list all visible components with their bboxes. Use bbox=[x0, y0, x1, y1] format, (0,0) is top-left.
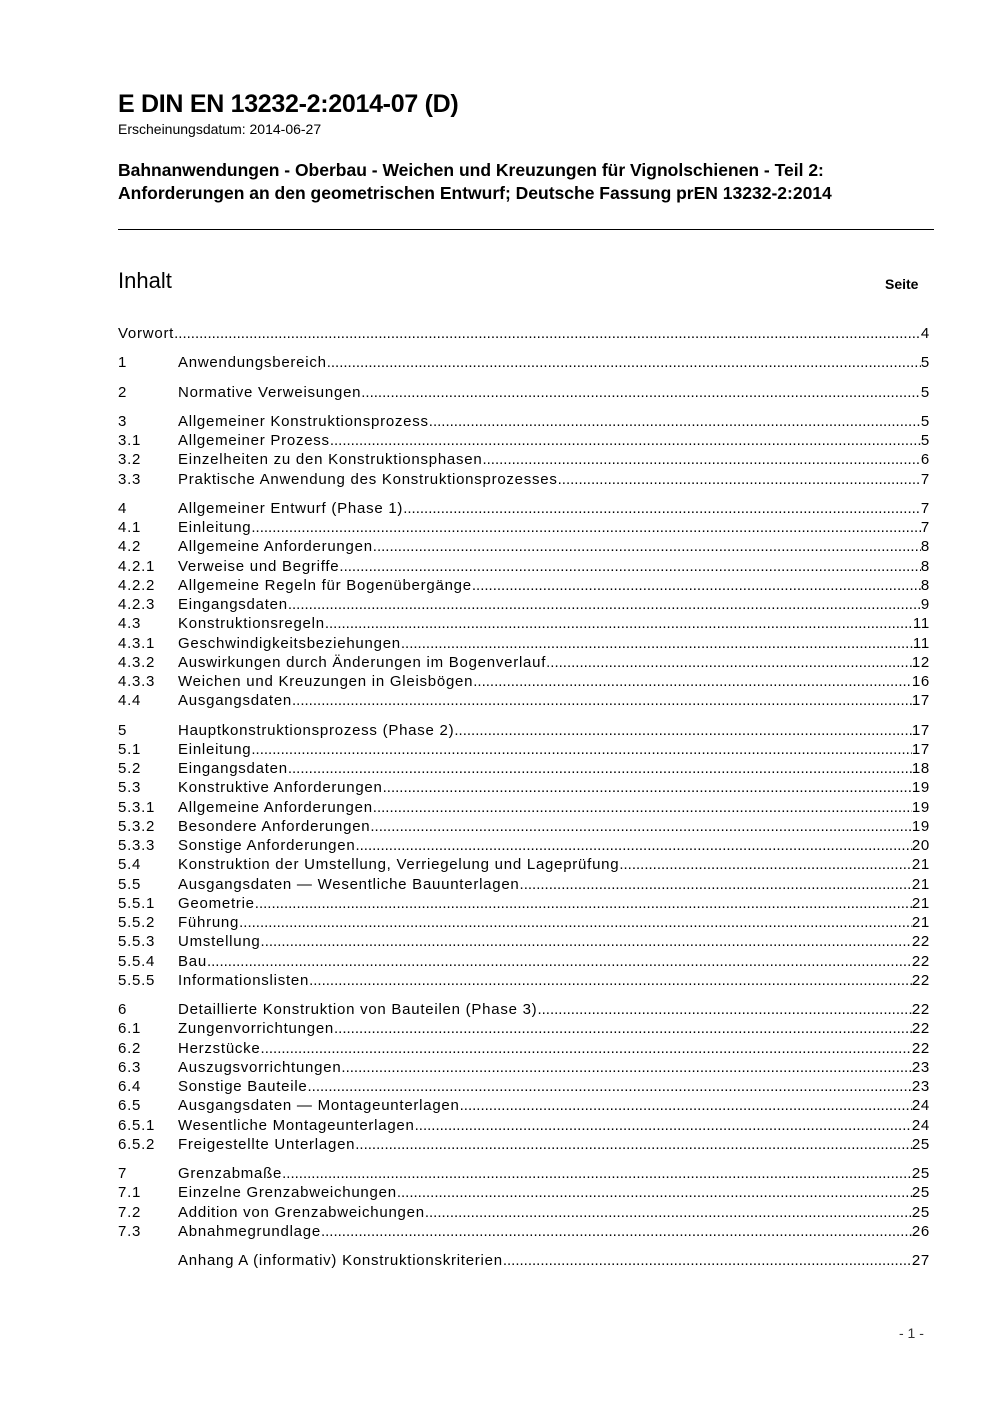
title-divider bbox=[118, 229, 934, 230]
toc-entry-page: 11 bbox=[912, 615, 930, 633]
toc-entry[interactable] bbox=[118, 672, 930, 691]
dot-leader bbox=[330, 431, 921, 450]
toc-entry-title: Ausgangsdaten — Wesentliche Bauunterlagen bbox=[178, 875, 520, 893]
toc-entry-title: Sonstige Bauteile bbox=[178, 1078, 308, 1095]
dot-leader bbox=[401, 634, 913, 653]
toc-group bbox=[118, 324, 930, 343]
dot-leader bbox=[503, 1251, 912, 1270]
toc-entry[interactable] bbox=[118, 1183, 930, 1202]
toc-entry-title: Geschwindigkeitsbeziehungen bbox=[178, 634, 401, 652]
toc-entry-page: 21 bbox=[911, 894, 930, 912]
document-title: Bahnanwendungen - Oberbau - Weichen und Kreuzungen für Vignolschienen - Teil 2: Anforderungen an den geometrischen Entwurf; Deutsche Fassung prEN 13232-2:2014 bbox=[118, 160, 832, 203]
toc-entry-page: 8 bbox=[920, 576, 930, 594]
document-id: E DIN EN 13232-2:2014-07 (D) bbox=[118, 90, 459, 118]
toc-group bbox=[118, 1000, 930, 1154]
toc-entry-number: 5.3.3 bbox=[118, 837, 156, 854]
toc-entry-number: 5.5.3 bbox=[118, 933, 156, 951]
toc-entry[interactable] bbox=[118, 412, 930, 431]
toc-entry-page: 11 bbox=[912, 634, 930, 652]
dot-leader bbox=[370, 817, 911, 836]
toc-entry-page: 19 bbox=[911, 798, 930, 816]
toc-entry-page: 9 bbox=[920, 596, 930, 613]
toc-entry[interactable] bbox=[118, 324, 930, 343]
toc-entry-number: 6.4 bbox=[118, 1078, 142, 1095]
toc-entry-page: 24 bbox=[911, 1097, 930, 1115]
toc-entry-page: 5 bbox=[920, 432, 930, 449]
toc-entry-title: Anhang A (informativ) Konstruktionskriterien bbox=[178, 1252, 503, 1269]
toc-entry-number: 5.5.2 bbox=[118, 914, 156, 931]
dot-leader bbox=[520, 875, 912, 894]
dot-leader bbox=[288, 595, 921, 614]
toc-entry[interactable] bbox=[118, 383, 930, 402]
dot-leader bbox=[325, 614, 913, 633]
toc-entry-page: 22 bbox=[911, 933, 930, 951]
toc-entry-title: Einleitung bbox=[178, 740, 252, 758]
dot-leader bbox=[373, 537, 921, 556]
dot-leader bbox=[558, 470, 921, 489]
dot-leader bbox=[327, 353, 921, 372]
toc-entry-page: 5 bbox=[920, 354, 930, 372]
toc-entry-number: 5.2 bbox=[118, 760, 142, 777]
page-column-label: Seite bbox=[885, 276, 919, 292]
toc-entry-title: Anwendungsbereich bbox=[178, 354, 327, 372]
toc-entry[interactable] bbox=[118, 499, 930, 518]
toc-entry-page: 19 bbox=[911, 817, 930, 835]
toc-entry-page: 24 bbox=[911, 1116, 930, 1134]
toc-entry[interactable] bbox=[118, 836, 930, 855]
dot-leader bbox=[309, 971, 912, 990]
toc-entry-title: Konstruktionsregeln bbox=[178, 615, 325, 633]
toc-entry-title: Besondere Anforderungen bbox=[178, 817, 371, 835]
toc-group bbox=[118, 412, 930, 489]
toc-entry[interactable] bbox=[118, 855, 930, 874]
toc-entry[interactable] bbox=[118, 721, 930, 740]
toc-entry[interactable] bbox=[118, 1077, 930, 1096]
dot-leader bbox=[174, 324, 921, 343]
toc-entry-number: 4.3.2 bbox=[118, 653, 156, 671]
dot-leader bbox=[397, 1183, 912, 1202]
toc-entry-title: Einzelne Grenzabweichungen bbox=[178, 1184, 397, 1202]
toc-entry-page: 4 bbox=[920, 325, 930, 342]
dot-leader bbox=[460, 1096, 912, 1115]
toc-entry-page: 7 bbox=[920, 519, 930, 536]
toc-group bbox=[118, 383, 930, 402]
toc-entry-number: 6.1 bbox=[118, 1020, 142, 1038]
toc-entry-title: Ausgangsdaten bbox=[178, 692, 293, 710]
toc-entry-page: 17 bbox=[911, 692, 930, 710]
toc-entry-number: 4.1 bbox=[118, 519, 142, 536]
toc-entry-number: 5.1 bbox=[118, 740, 142, 758]
dot-leader bbox=[415, 1116, 912, 1135]
toc-entry-page: 22 bbox=[911, 1039, 930, 1057]
toc-entry-page: 23 bbox=[911, 1058, 930, 1076]
toc-entry[interactable] bbox=[118, 1019, 930, 1038]
dot-leader bbox=[425, 1203, 912, 1222]
toc-entry-number: 5.5.5 bbox=[118, 971, 156, 989]
toc-entry-number: 7 bbox=[118, 1165, 128, 1182]
toc-entry-page: 21 bbox=[911, 856, 930, 874]
toc-entry[interactable] bbox=[118, 557, 930, 576]
toc-entry-number: 6.5.1 bbox=[118, 1116, 156, 1134]
toc-entry-page: 17 bbox=[911, 721, 930, 739]
toc-entry-page: 26 bbox=[911, 1222, 930, 1240]
toc-entry-title: Weichen und Kreuzungen in Gleisbögen bbox=[178, 673, 474, 690]
toc-entry-page: 23 bbox=[911, 1078, 930, 1095]
toc-entry-page: 22 bbox=[911, 952, 930, 970]
toc-entry[interactable] bbox=[118, 691, 930, 710]
toc-entry[interactable] bbox=[118, 1164, 930, 1183]
toc-entry-number: 7.3 bbox=[118, 1222, 142, 1240]
toc-entry[interactable] bbox=[118, 1251, 930, 1270]
toc-entry-title: Allgemeine Regeln für Bogenübergänge bbox=[178, 576, 472, 594]
toc-entry[interactable] bbox=[118, 817, 930, 836]
toc-entry-number: 5.5 bbox=[118, 875, 142, 893]
toc-entry-number: 5.3.2 bbox=[118, 817, 156, 835]
toc-entry-number: 6.3 bbox=[118, 1058, 142, 1076]
dot-leader bbox=[472, 576, 921, 595]
toc-entry-title: Geometrie bbox=[178, 894, 255, 912]
toc-entry-page: 7 bbox=[920, 499, 930, 517]
toc-entry-title: Addition von Grenzabweichungen bbox=[178, 1203, 425, 1221]
toc-entry-page: 22 bbox=[911, 1001, 930, 1018]
dot-leader bbox=[308, 1077, 912, 1096]
toc-entry[interactable] bbox=[118, 932, 930, 951]
toc-entry-number: 4.2 bbox=[118, 538, 142, 556]
toc-entry[interactable] bbox=[118, 431, 930, 450]
toc-entry-title: Zungenvorrichtungen bbox=[178, 1020, 335, 1038]
toc-entry-number: 3.1 bbox=[118, 432, 142, 449]
toc-entry-title: Detaillierte Konstruktion von Bauteilen (Phase 3) bbox=[178, 1001, 538, 1018]
toc-entry[interactable] bbox=[118, 1058, 930, 1077]
toc-entry-title: Allgemeine Anforderungen bbox=[178, 538, 373, 556]
toc-entry-number: 6.5 bbox=[118, 1097, 142, 1115]
toc-entry-title: Einzelheiten zu den Konstruktionsphasen bbox=[178, 451, 483, 469]
toc-entry-number: 4 bbox=[118, 499, 128, 517]
dot-leader bbox=[619, 855, 911, 874]
toc-entry-page: 25 bbox=[911, 1184, 930, 1202]
toc-entry-title: Allgemeiner Entwurf (Phase 1) bbox=[178, 499, 404, 517]
toc-entry-page: 22 bbox=[911, 971, 930, 989]
dot-leader bbox=[251, 518, 921, 537]
toc-entry[interactable] bbox=[118, 1203, 930, 1222]
toc-entry-title: Umstellung bbox=[178, 933, 261, 951]
toc-entry-title: Konstruktion der Umstellung, Verriegelung und Lageprüfung bbox=[178, 856, 620, 874]
toc-entry-number: 4.3.1 bbox=[118, 634, 156, 652]
toc-entry-title: Freigestellte Unterlagen bbox=[178, 1135, 356, 1153]
toc-entry-number: 3 bbox=[118, 412, 128, 430]
toc-entry-number bbox=[118, 1251, 178, 1270]
dot-leader bbox=[355, 836, 911, 855]
toc-entry[interactable] bbox=[118, 450, 930, 469]
toc-entry-page: 5 bbox=[920, 412, 930, 430]
dot-leader bbox=[454, 721, 911, 740]
toc-group bbox=[118, 1251, 930, 1270]
toc-entry-page: 8 bbox=[920, 538, 930, 556]
toc-entry-title: Auszugsvorrichtungen bbox=[178, 1058, 342, 1076]
toc-group bbox=[118, 721, 930, 991]
toc-entry-title: Auswirkungen durch Änderungen im Bogenverlauf bbox=[178, 653, 547, 671]
toc-group bbox=[118, 499, 930, 711]
toc-entry-title: Praktische Anwendung des Konstruktionsprozesses bbox=[178, 470, 558, 488]
toc-entry[interactable] bbox=[118, 1000, 930, 1019]
toc-entry[interactable] bbox=[118, 470, 930, 489]
toc-entry-number: 5.3 bbox=[118, 779, 142, 797]
table-of-contents bbox=[118, 324, 930, 1280]
toc-entry-number: 7.1 bbox=[118, 1184, 142, 1202]
toc-entry[interactable] bbox=[118, 952, 930, 971]
toc-entry-title: Herzstücke bbox=[178, 1039, 261, 1057]
toc-entry-page: 18 bbox=[911, 760, 930, 777]
dot-leader bbox=[261, 932, 912, 951]
toc-heading: Inhalt bbox=[118, 268, 172, 293]
toc-entry-number: 6.2 bbox=[118, 1039, 142, 1057]
toc-entry[interactable] bbox=[118, 1039, 930, 1058]
dot-leader bbox=[334, 1019, 912, 1038]
toc-entry-title: Allgemeine Anforderungen bbox=[178, 798, 373, 816]
toc-entry-page: 20 bbox=[911, 837, 930, 854]
toc-entry[interactable] bbox=[118, 518, 930, 537]
toc-entry[interactable] bbox=[118, 1135, 930, 1154]
toc-entry-page: 21 bbox=[911, 875, 930, 893]
publication-date: Erscheinungsdatum: 2014-06-27 bbox=[118, 121, 322, 137]
toc-entry-title: Eingangsdaten bbox=[178, 760, 288, 777]
dot-leader bbox=[373, 798, 912, 817]
toc-entry[interactable] bbox=[118, 971, 930, 990]
toc-entry-title: Normative Verweisungen bbox=[178, 383, 362, 401]
toc-entry-number: 6 bbox=[118, 1001, 128, 1018]
dot-leader bbox=[383, 778, 912, 797]
toc-entry-title: Ausgangsdaten — Montageunterlagen bbox=[178, 1097, 460, 1115]
dot-leader bbox=[473, 672, 912, 691]
toc-entry-number: 5.5.1 bbox=[118, 894, 156, 912]
toc-entry[interactable] bbox=[118, 614, 930, 633]
dot-leader bbox=[207, 952, 912, 971]
toc-entry-page: 25 bbox=[911, 1165, 930, 1182]
toc-entry-number: 4.3.3 bbox=[118, 673, 156, 690]
dot-leader bbox=[261, 1039, 912, 1058]
toc-entry[interactable] bbox=[118, 894, 930, 913]
dot-leader bbox=[288, 759, 912, 778]
toc-entry-title: Eingangsdaten bbox=[178, 596, 288, 613]
dot-leader bbox=[546, 653, 912, 672]
toc-entry-title: Führung bbox=[178, 914, 240, 931]
dot-leader bbox=[429, 412, 921, 431]
toc-entry-number: 3.3 bbox=[118, 470, 142, 488]
toc-entry-page: 16 bbox=[911, 673, 930, 690]
toc-entry-title: Sonstige Anforderungen bbox=[178, 837, 356, 854]
toc-entry-title: Einleitung bbox=[178, 519, 252, 536]
dot-leader bbox=[251, 740, 911, 759]
toc-entry-title: Hauptkonstruktionsprozess (Phase 2) bbox=[178, 721, 455, 739]
dot-leader bbox=[282, 1164, 912, 1183]
toc-entry-number: 5.4 bbox=[118, 856, 142, 874]
toc-entry-page: 6 bbox=[920, 451, 930, 469]
toc-group bbox=[118, 1164, 930, 1241]
toc-entry-number: 5.5.4 bbox=[118, 952, 156, 970]
toc-entry-number: 4.3 bbox=[118, 615, 142, 633]
page-number: - 1 - bbox=[899, 1325, 924, 1341]
toc-entry-title: Abnahmegrundlage bbox=[178, 1222, 321, 1240]
toc-entry-page: 12 bbox=[911, 653, 930, 671]
toc-entry[interactable] bbox=[118, 634, 930, 653]
dot-leader bbox=[403, 499, 921, 518]
toc-entry[interactable] bbox=[118, 537, 930, 556]
dot-leader bbox=[355, 1135, 912, 1154]
dot-leader bbox=[537, 1000, 911, 1019]
toc-entry-number: 6.5.2 bbox=[118, 1135, 156, 1153]
toc-entry[interactable] bbox=[118, 595, 930, 614]
toc-entry-title: Verweise und Begriffe bbox=[178, 557, 340, 575]
toc-entry-number: 5 bbox=[118, 721, 128, 739]
dot-leader bbox=[341, 1058, 911, 1077]
toc-entry-title: Vorwort bbox=[118, 325, 175, 342]
toc-entry-title: Konstruktive Anforderungen bbox=[178, 779, 383, 797]
toc-entry-number: 5.3.1 bbox=[118, 798, 156, 816]
toc-entry[interactable] bbox=[118, 740, 930, 759]
toc-entry[interactable] bbox=[118, 778, 930, 797]
toc-entry-title: Allgemeiner Konstruktionsprozess bbox=[178, 412, 429, 430]
toc-entry-page: 5 bbox=[920, 383, 930, 401]
toc-entry[interactable] bbox=[118, 353, 930, 372]
dot-leader bbox=[482, 450, 920, 469]
dot-leader bbox=[255, 894, 912, 913]
toc-entry[interactable] bbox=[118, 875, 930, 894]
toc-entry-title: Bau bbox=[178, 952, 207, 970]
toc-entry-number: 4.2.2 bbox=[118, 576, 156, 594]
toc-entry-page: 17 bbox=[911, 740, 930, 758]
toc-group bbox=[118, 353, 930, 372]
toc-entry-title: Informationslisten bbox=[178, 971, 310, 989]
toc-entry[interactable] bbox=[118, 576, 930, 595]
toc-entry-title: Allgemeiner Prozess bbox=[178, 432, 330, 449]
toc-entry[interactable] bbox=[118, 1096, 930, 1115]
dot-leader bbox=[239, 913, 912, 932]
toc-entry[interactable] bbox=[118, 1116, 930, 1135]
toc-entry-number: 4.4 bbox=[118, 692, 142, 710]
toc-entry-title: Grenzabmaße bbox=[178, 1165, 283, 1182]
toc-entry-page: 22 bbox=[911, 1020, 930, 1038]
toc-entry[interactable] bbox=[118, 653, 930, 672]
toc-entry[interactable] bbox=[118, 1222, 930, 1241]
dot-leader bbox=[321, 1222, 912, 1241]
toc-entry-page: 25 bbox=[911, 1135, 930, 1153]
toc-entry-number: 1 bbox=[118, 354, 128, 372]
toc-entry-number: 4.2.1 bbox=[118, 557, 156, 575]
toc-entry-page: 25 bbox=[911, 1203, 930, 1221]
toc-entry-page: 8 bbox=[920, 557, 930, 575]
toc-entry[interactable] bbox=[118, 798, 930, 817]
dot-leader bbox=[339, 557, 921, 576]
toc-entry-number: 2 bbox=[118, 383, 128, 401]
toc-entry-number: 3.2 bbox=[118, 451, 142, 469]
toc-entry-page: 7 bbox=[920, 470, 930, 488]
dot-leader bbox=[361, 383, 921, 402]
toc-entry-title: Wesentliche Montageunterlagen bbox=[178, 1116, 415, 1134]
toc-entry[interactable] bbox=[118, 913, 930, 932]
toc-entry-page: 21 bbox=[911, 914, 930, 931]
toc-entry-page: 27 bbox=[911, 1252, 930, 1269]
toc-entry[interactable] bbox=[118, 759, 930, 778]
toc-entry-number: 4.2.3 bbox=[118, 596, 156, 613]
dot-leader bbox=[292, 691, 912, 710]
toc-entry-number: 7.2 bbox=[118, 1203, 142, 1221]
toc-entry-page: 19 bbox=[911, 779, 930, 797]
